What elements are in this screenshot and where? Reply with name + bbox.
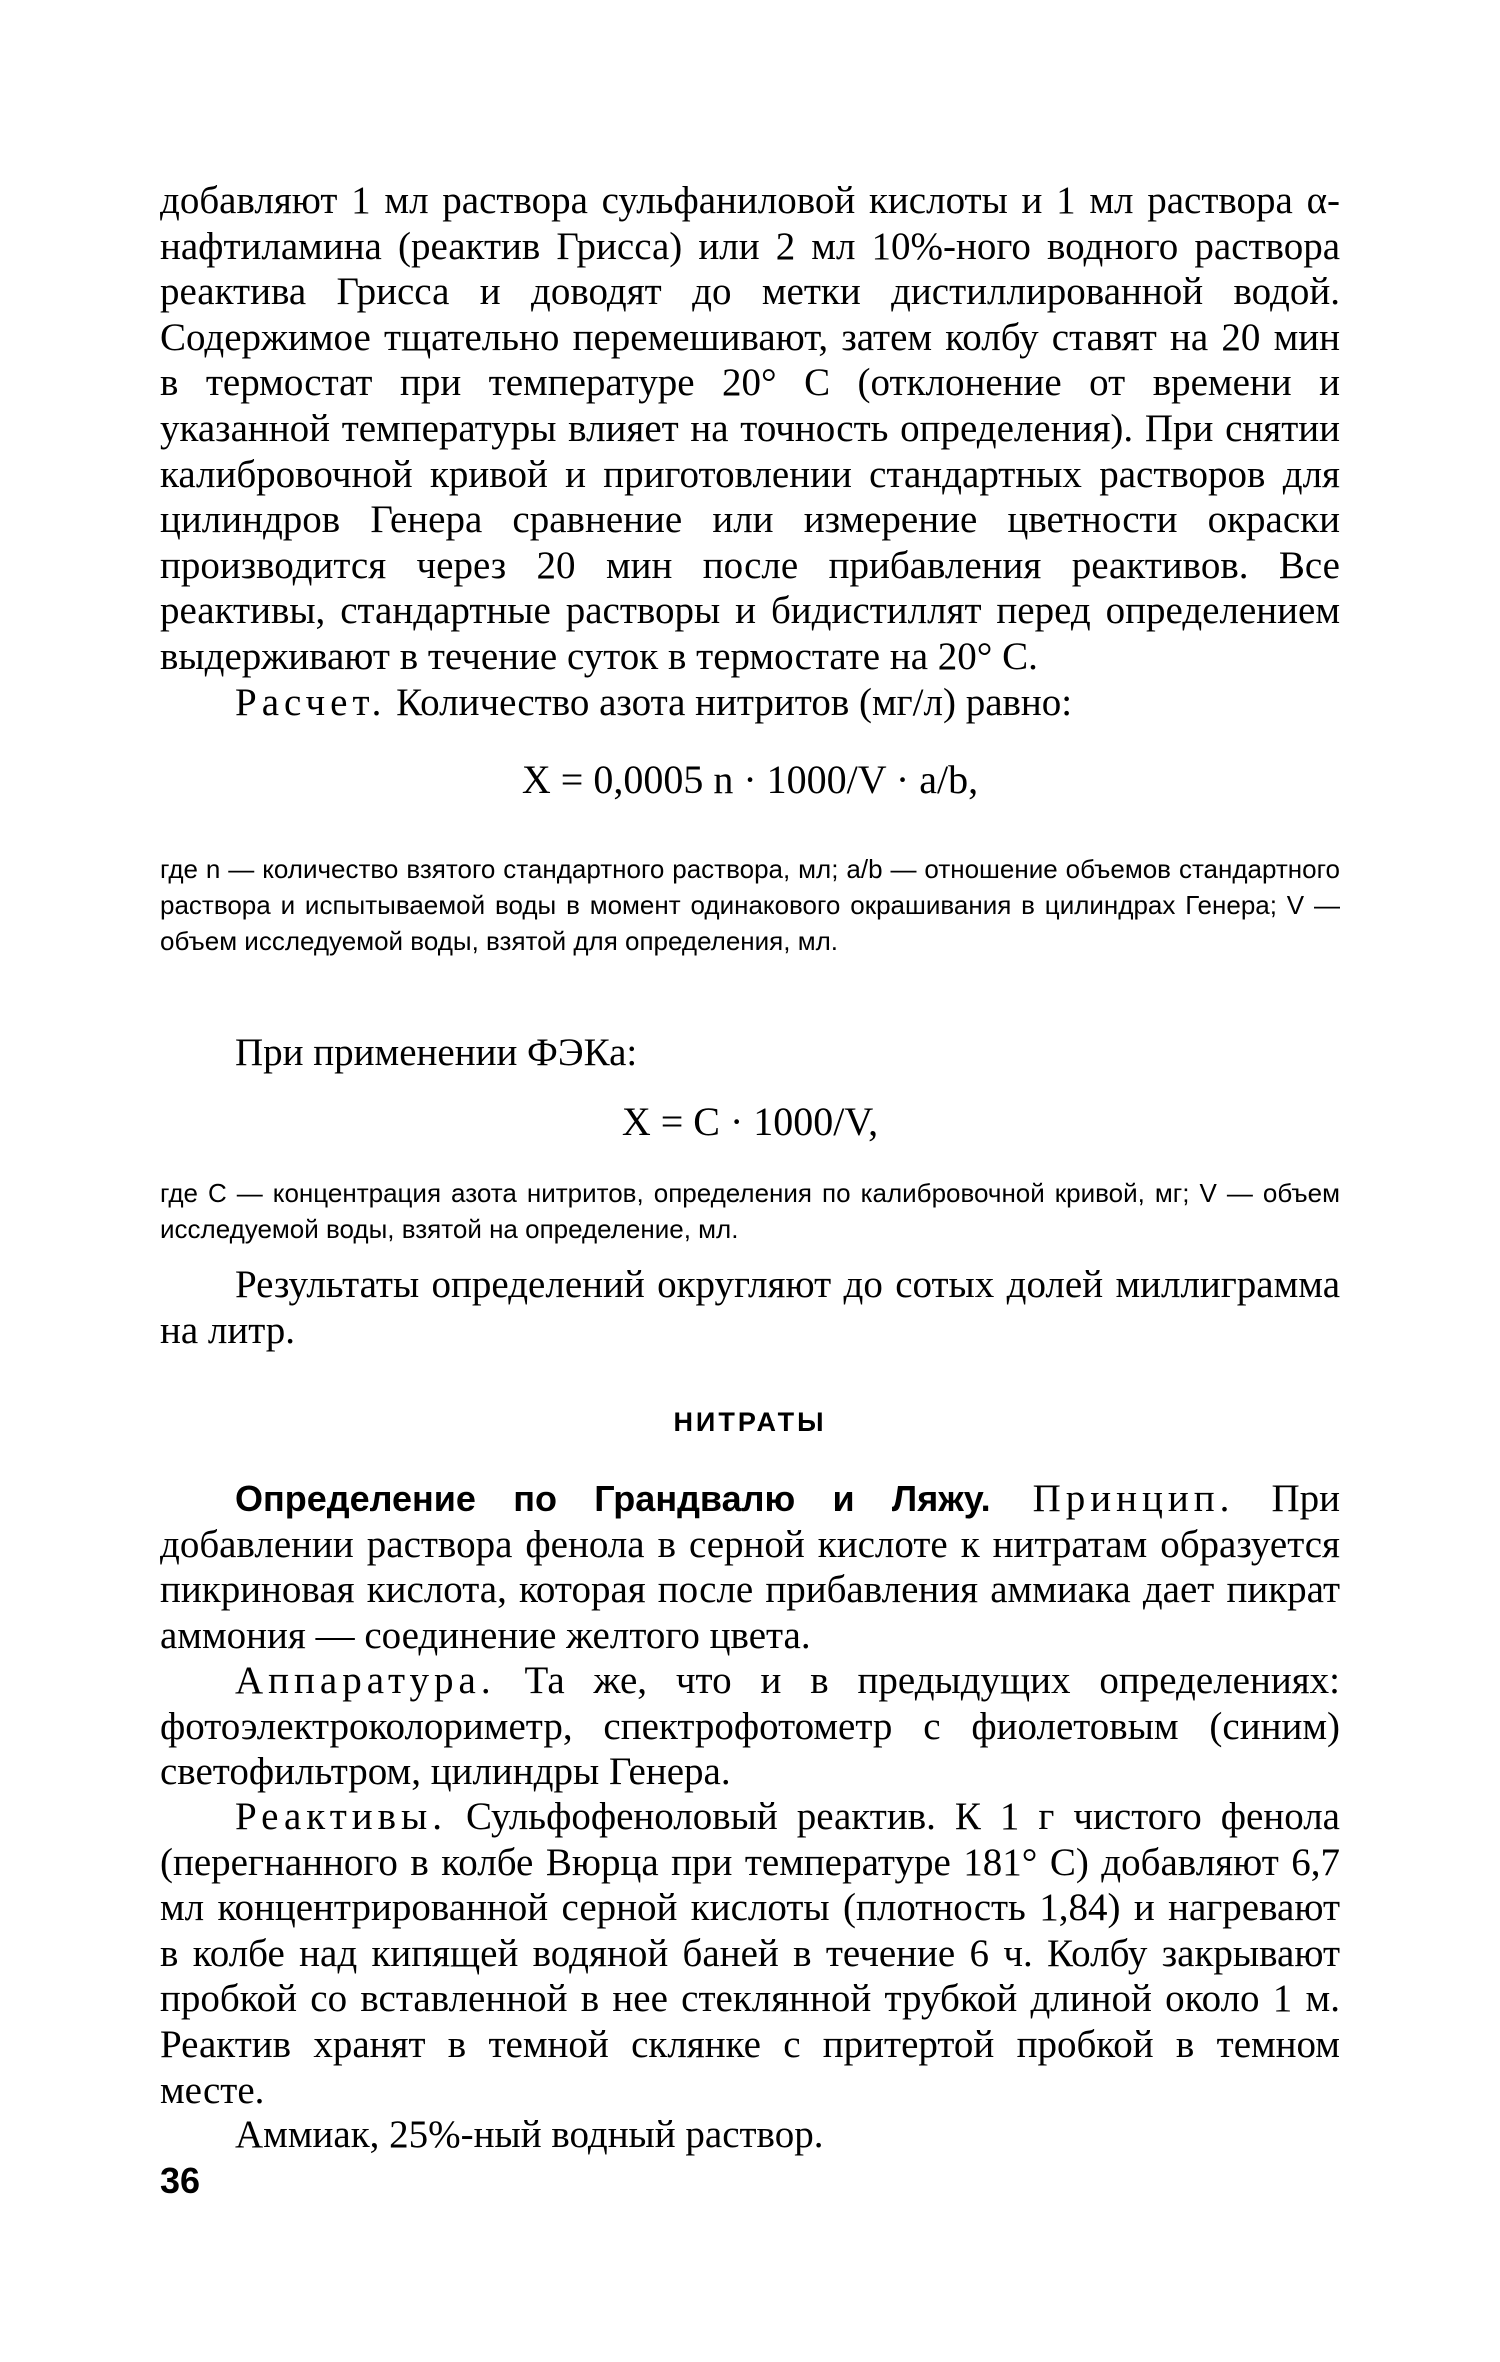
calculation-text: Количество азота нитритов (мг/л) равно:	[386, 681, 1073, 724]
principle-text: При добавлении раствора фенола в серной кислоте к нитратам образуется пикриновая кислота, которая после прибавления аммиака дает пикрат аммония — соединение желтого цвета.	[160, 1477, 1340, 1657]
paragraph-apparatus	[160, 1658, 1340, 1795]
paragraph-principle	[160, 1476, 1340, 1658]
note-fek-variables: где C — концентрация азота нитритов, определения по калибровочной кривой, мг; V — объем исследуемой воды, взятой на определение, мл.	[160, 1178, 1340, 1244]
apparatus-text: Та же, что и в предыдущих определениях: фотоэлектроколориметр, спектрофотометр с фиолетовым (синим) светофильтром, цилиндры Генера.	[160, 1659, 1340, 1794]
paragraph-calculation	[160, 680, 1340, 726]
reagents-label: Реактивы.	[235, 1795, 447, 1838]
paragraph-ammonia: Аммиак, 25%-ный водный раствор.	[235, 2113, 824, 2156]
reagents-text: Сульфофеноловый реактив. К 1 г чистого фенола (перегнанного в колбе Вюрца при температуре 181° С) добавляют 6,7 мл концентрированной серной кислоты (плотность 1,84) и нагревают в колбе над кипящей водяной баней в течение 6 ч. Колбу закрывают пробкой со вставленной в нее стеклянной трубкой длиной около 1 м. Реактив хранят в темной склянке с притертой пробкой в темном месте.	[160, 1795, 1340, 2112]
paragraph-fek: При применении ФЭКа:	[235, 1031, 638, 1074]
formula-nitrite-fek: X = C · 1000/V,	[621, 1099, 879, 1144]
paragraph-text: добавляют 1 мл раствора сульфаниловой кислоты и 1 мл раствора α-нафтиламина (реактив Грисса) или 2 мл 10%-ного водного раствора реактива Грисса и доводят до метки дистиллированной водой. Содержимое тщательно перемешивают, затем колбу ставят на 20 мин в термостат при температуре 20° С (отклонение от времени и указанной температуры влияет на точность определения). При снятии калибровочной кривой и приготовлении стандартных растворов для цилиндров Генера сравнение или измерение цветности окраски производится через 20 мин после прибавления реактивов. Все реактивы, стандартные растворы и бидистиллят перед определением выдерживают в течение суток в термостате на 20° С.	[160, 179, 1340, 678]
formula-nitrite-standard: X = 0,0005 n · 1000/V · a/b,	[521, 757, 979, 802]
paragraph-reagent-addition	[160, 178, 1340, 680]
principle-label: Принцип.	[990, 1477, 1235, 1520]
section-heading-nitrates: НИТРАТЫ	[673, 1407, 827, 1437]
paragraph-reagents	[160, 1794, 1340, 2113]
apparatus-label: Аппаратура.	[235, 1659, 496, 1702]
note-formula-variables: где n — количество взятого стандартного раствора, мл; a/b — отношение объемов стандартного раствора и испытываемой воды в момент одинакового окрашивания в цилиндрах Генера; V — объем исследуемой воды, взятой для определения, мл.	[160, 854, 1340, 956]
calculation-label: Расчет.	[235, 681, 387, 724]
page-number: 36	[160, 2160, 201, 2201]
paragraph-results: Результаты определений округляют до сотых долей миллиграмма на литр.	[160, 1263, 1340, 1352]
method-title: Определение по Грандвалю и Ляжу.	[235, 1478, 991, 1519]
